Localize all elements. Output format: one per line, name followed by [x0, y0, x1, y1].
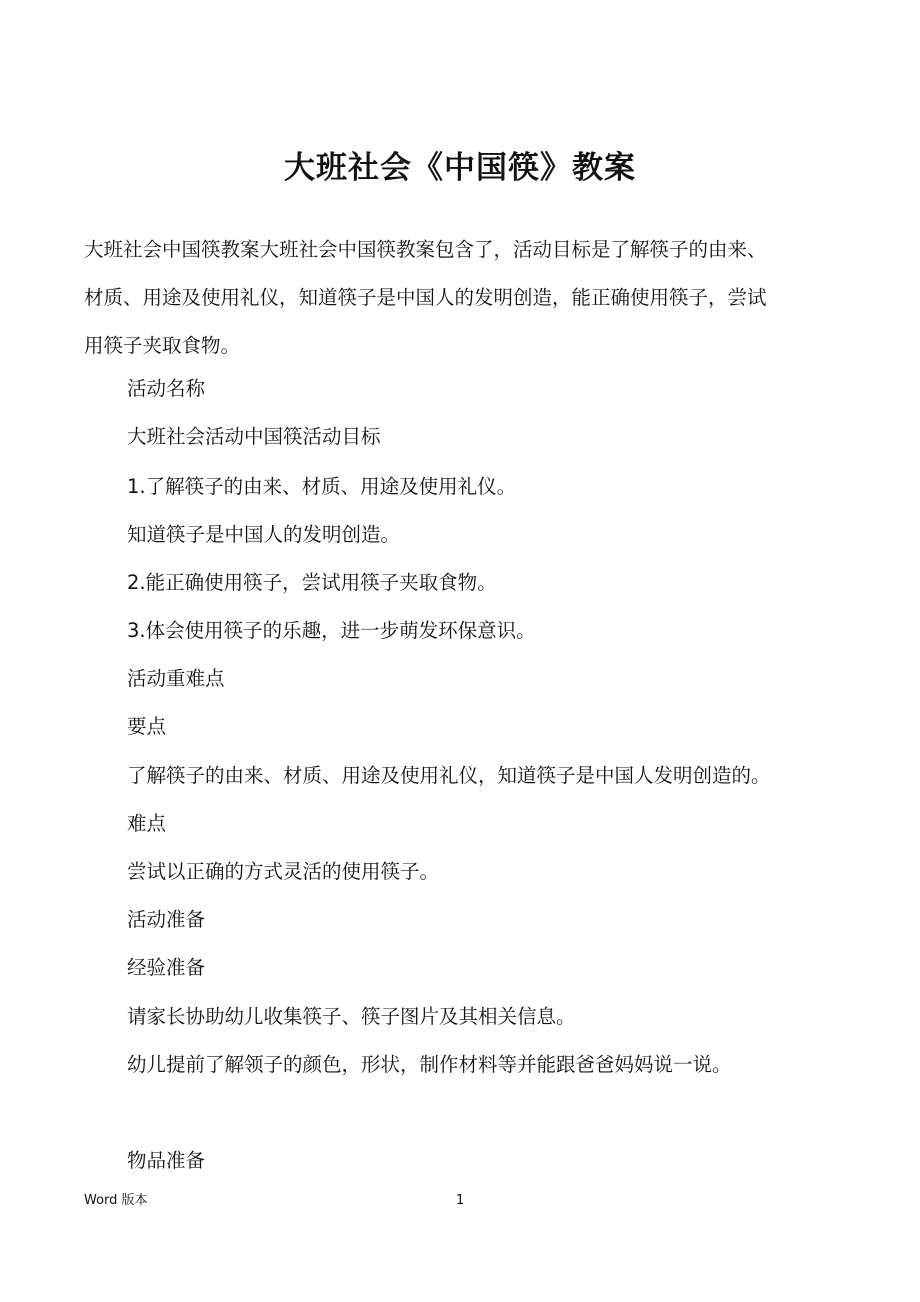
body-paragraph: 请家长协助幼儿收集筷子、筷子图片及其相关信息。: [127, 1005, 576, 1028]
document-title: 大班社会《中国筷》教案: [284, 150, 636, 186]
heading-difficult-points: 难点: [127, 812, 167, 835]
body-paragraph: 幼儿提前了解领子的颜色，形状，制作材料等并能跟爸爸妈妈说一说。: [127, 1053, 732, 1076]
footer-label: Word 版本: [84, 1193, 148, 1208]
list-item: 3.体会使用筷子的乐趣，进一步萌发环保意识。: [127, 619, 536, 642]
heading-activity-preparation: 活动准备: [127, 908, 206, 931]
page-number: 1: [456, 1193, 465, 1208]
heading-materials-preparation: 物品准备: [127, 1149, 206, 1172]
list-item: 1.了解筷子的由来、材质、用途及使用礼仪。: [127, 475, 517, 498]
intro-line: 大班社会中国筷教案大班社会中国筷教案包含了，活动目标是了解筷子的由来、: [84, 238, 767, 261]
intro-paragraph: [84, 226, 854, 370]
heading-key-points: 要点: [127, 715, 167, 738]
intro-line: 材质、用途及使用礼仪，知道筷子是中国人的发明创造，能正确使用筷子，尝试: [84, 286, 767, 309]
body-paragraph: 了解筷子的由来、材质、用途及使用礼仪，知道筷子是中国人发明创造的。: [127, 764, 771, 787]
body-paragraph: 尝试以正确的方式灵活的使用筷子。: [127, 860, 440, 883]
list-item: 2.能正确使用筷子，尝试用筷子夹取食物。: [127, 571, 497, 594]
body-paragraph: 知道筷子是中国人的发明创造。: [127, 523, 401, 546]
heading-experience-preparation: 经验准备: [127, 956, 206, 979]
heading-key-difficult-points: 活动重难点: [127, 667, 225, 690]
heading-activity-name: 活动名称: [127, 377, 206, 400]
body-paragraph: 大班社会活动中国筷活动目标: [127, 425, 381, 448]
intro-line: 用筷子夹取食物。: [84, 334, 241, 357]
